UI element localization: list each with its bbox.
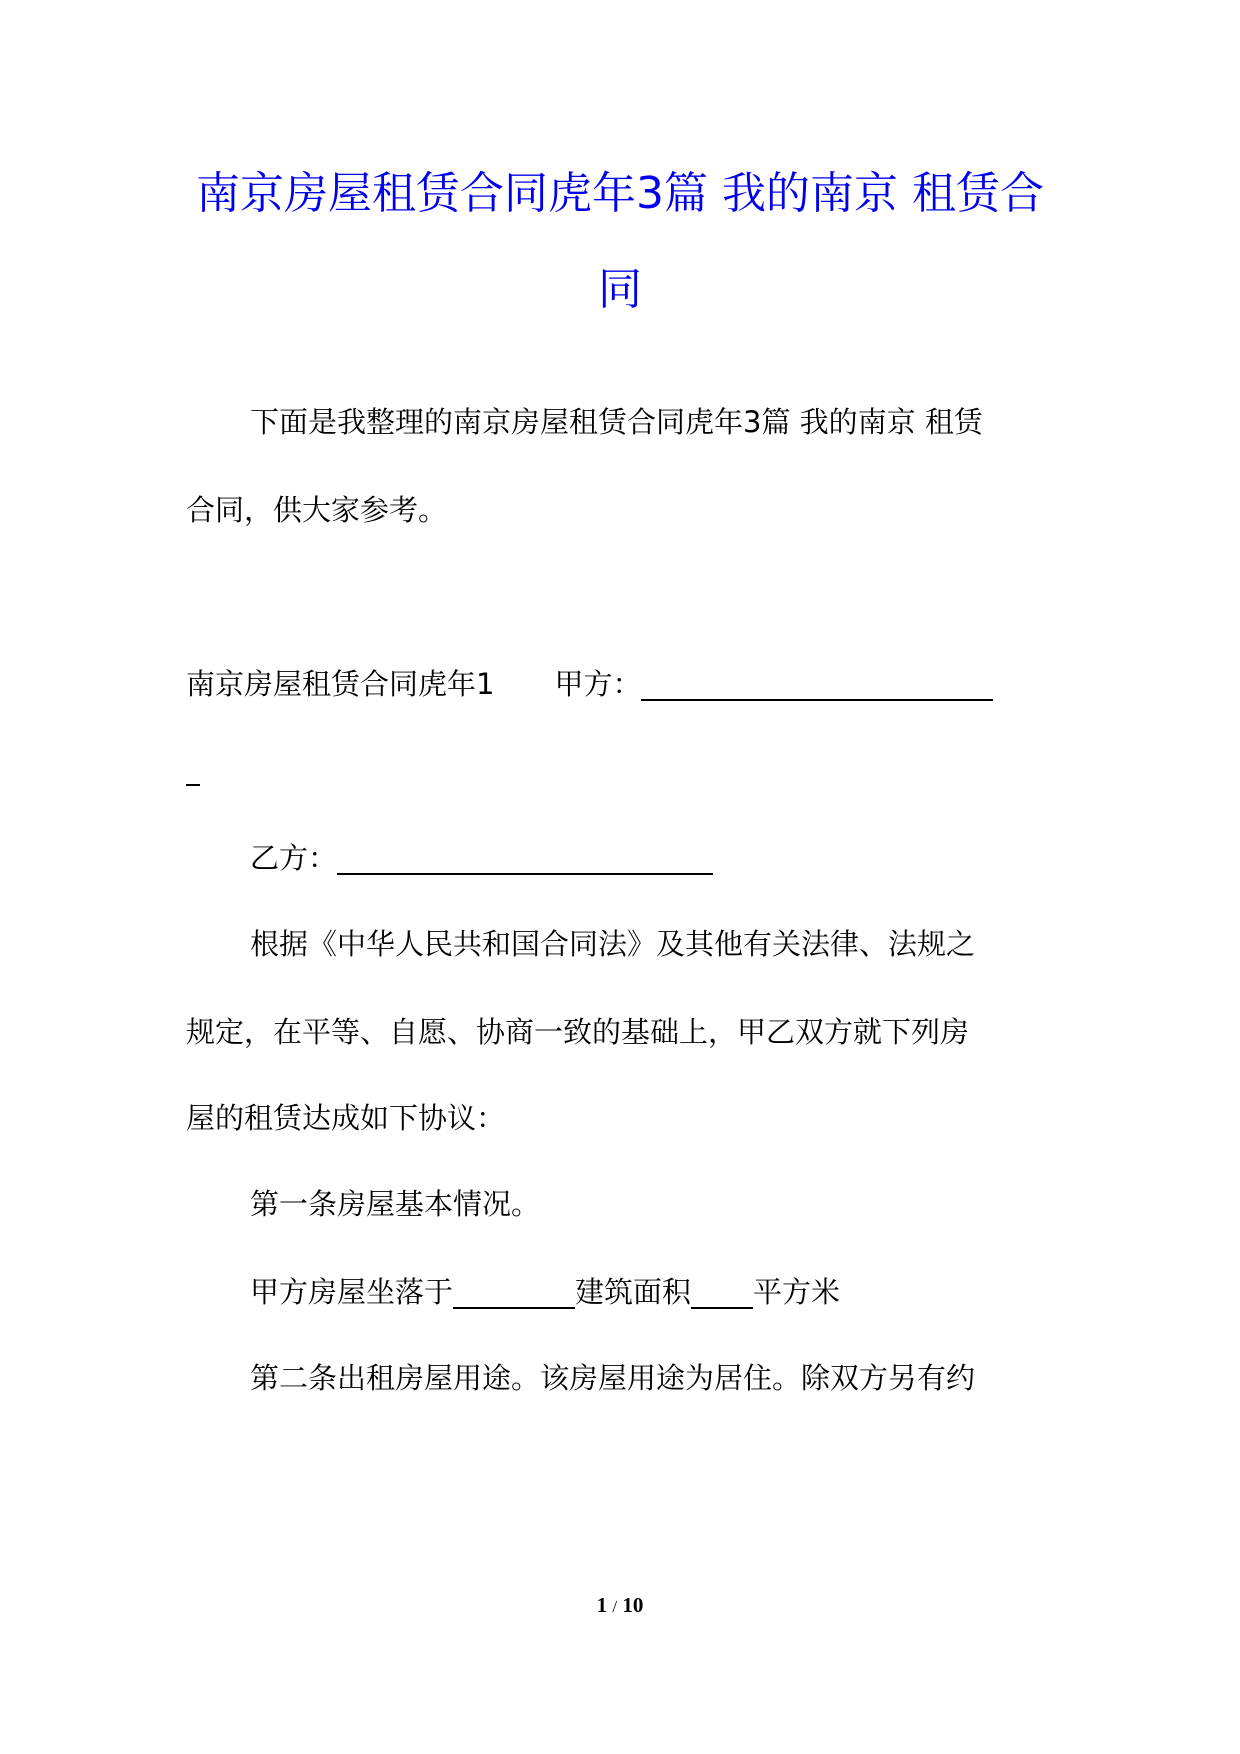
location-line [186, 1270, 1118, 1311]
article-1-heading: 第一条房屋基本情况。 [250, 1187, 541, 1221]
article-2-line: 第二条出租房屋用途。该房屋用途为居住。除双方另有约 [250, 1361, 976, 1395]
party-a-blank-tail [186, 752, 200, 786]
intro-line-1: 下面是我整理的南京房屋租赁合同虎年3篇 我的南京 租赁 [250, 405, 983, 439]
location-label: 甲方房屋坐落于 [250, 1275, 454, 1309]
intro-line-2: 合同，供大家参考。 [186, 493, 448, 527]
basis-line-3: 屋的租赁达成如下协议： [186, 1101, 506, 1135]
basis-line-1: 根据《中华人民共和国合同法》及其他有关法律、法规之 [250, 927, 976, 961]
party-a-blank [641, 667, 993, 701]
party-b-label: 乙方： [250, 841, 338, 875]
area-unit: 平方米 [753, 1275, 841, 1309]
basis-line-2: 规定，在平等、自愿、协商一致的基础上，甲乙双方就下列房 [186, 1015, 970, 1049]
party-a-label: 甲方： [554, 667, 642, 701]
section-1-heading: 南京房屋租赁合同虎年1 [186, 667, 495, 701]
location-blank [453, 1275, 575, 1309]
party-b-line [186, 836, 1118, 877]
party-a-line [186, 662, 1054, 703]
party-b-blank [337, 841, 713, 875]
page-separator: / [612, 1597, 618, 1616]
party-a-blank-continuation [186, 752, 1054, 786]
area-label: 建筑面积 [575, 1275, 692, 1309]
document-title: 南京房屋租赁合同虎年3篇 我的南京 租赁合同 [196, 168, 1044, 315]
page-current: 1 [596, 1593, 608, 1617]
page-total: 10 [622, 1593, 644, 1617]
page-number [0, 1593, 1240, 1618]
area-blank [691, 1275, 753, 1309]
